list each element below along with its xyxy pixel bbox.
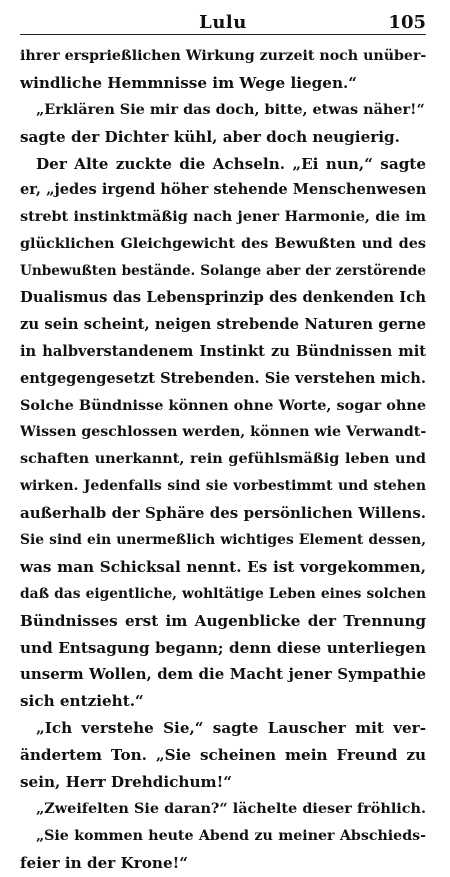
- text-line: Bündnisses erst im Augenblicke der Trennung: [20, 611, 426, 630]
- text-line: daß das eigentliche, wohltätige Leben eines solchen: [20, 585, 426, 602]
- text-line: Unbewußten bestände. Solange aber der zerstörende: [20, 263, 426, 280]
- text-line: „Erklären Sie mir das doch, bitte, etwas näher!“: [36, 100, 425, 118]
- text-line: Sie sind ein unermeßlich wichtiges Element dessen,: [20, 532, 426, 549]
- text-line: ändertem Ton. „Sie scheinen mein Freund zu: [20, 746, 426, 765]
- text-line: unserm Wollen, dem die Macht jener Sympathie: [20, 665, 426, 684]
- text-line: sich entzieht.“: [20, 692, 144, 711]
- text-line: sagte der Dichter kühl, aber doch neugierig.: [20, 127, 400, 146]
- text-line: außerhalb der Sphäre des persönlichen Willens.: [20, 504, 426, 523]
- body-text: [20, 43, 426, 877]
- text-line: zu sein scheint, neigen strebende Naturen gerne: [20, 315, 426, 333]
- text-line: wirken. Jedenfalls sind sie vorbestimmt und stehen: [20, 478, 426, 495]
- text-line: schaften unerkannt, rein gefühlsmäßig leben und: [20, 450, 426, 468]
- text-line: was man Schicksal nennt. Es ist vorgekommen,: [20, 557, 426, 576]
- text-line: und Entsagung begann; denn diese unterliegen: [20, 638, 426, 657]
- text-line: „Zweifelten Sie daran?“ lächelte dieser fröhlich.: [36, 799, 426, 817]
- text-line: Wissen geschlossen werden, können wie Verwandt-: [20, 424, 426, 441]
- text-line: Solche Bündnisse können ohne Worte, sogar ohne: [20, 396, 426, 414]
- text-line: Dualismus das Lebensprinzip des denkenden Ich: [20, 289, 426, 307]
- text-line: „Ich verstehe Sie,“ sagte Lauscher mit ver-: [36, 719, 426, 738]
- page-number: 105: [388, 12, 426, 33]
- text-line: glücklichen Gleichgewicht des Bewußten und des: [20, 235, 426, 253]
- text-line: strebt instinktmäßig nach jener Harmonie, die im: [20, 208, 426, 226]
- text-line: sein, Herr Drehdichum!“: [20, 773, 232, 792]
- text-line: „Sie kommen heute Abend zu meiner Abschieds-: [36, 827, 426, 844]
- running-header: [20, 10, 426, 35]
- running-title: Lulu: [199, 12, 247, 33]
- text-line: windliche Hemmnisse im Wege liegen.“: [20, 73, 358, 92]
- text-line: in halbverstandenem Instinkt zu Bündnissen mit: [20, 342, 426, 360]
- text-line: entgegengesetzt Strebenden. Sie verstehen mich.: [20, 369, 426, 387]
- text-line: feier in der Krone!“: [20, 853, 189, 872]
- text-line: er, „jedes irgend höher stehende Menschenwesen: [20, 181, 426, 199]
- text-line: ihrer ersprießlichen Wirkung zurzeit noch unüber-: [20, 48, 426, 64]
- text-line: Der Alte zuckte die Achseln. „Ei nun,“ sagte: [36, 154, 426, 173]
